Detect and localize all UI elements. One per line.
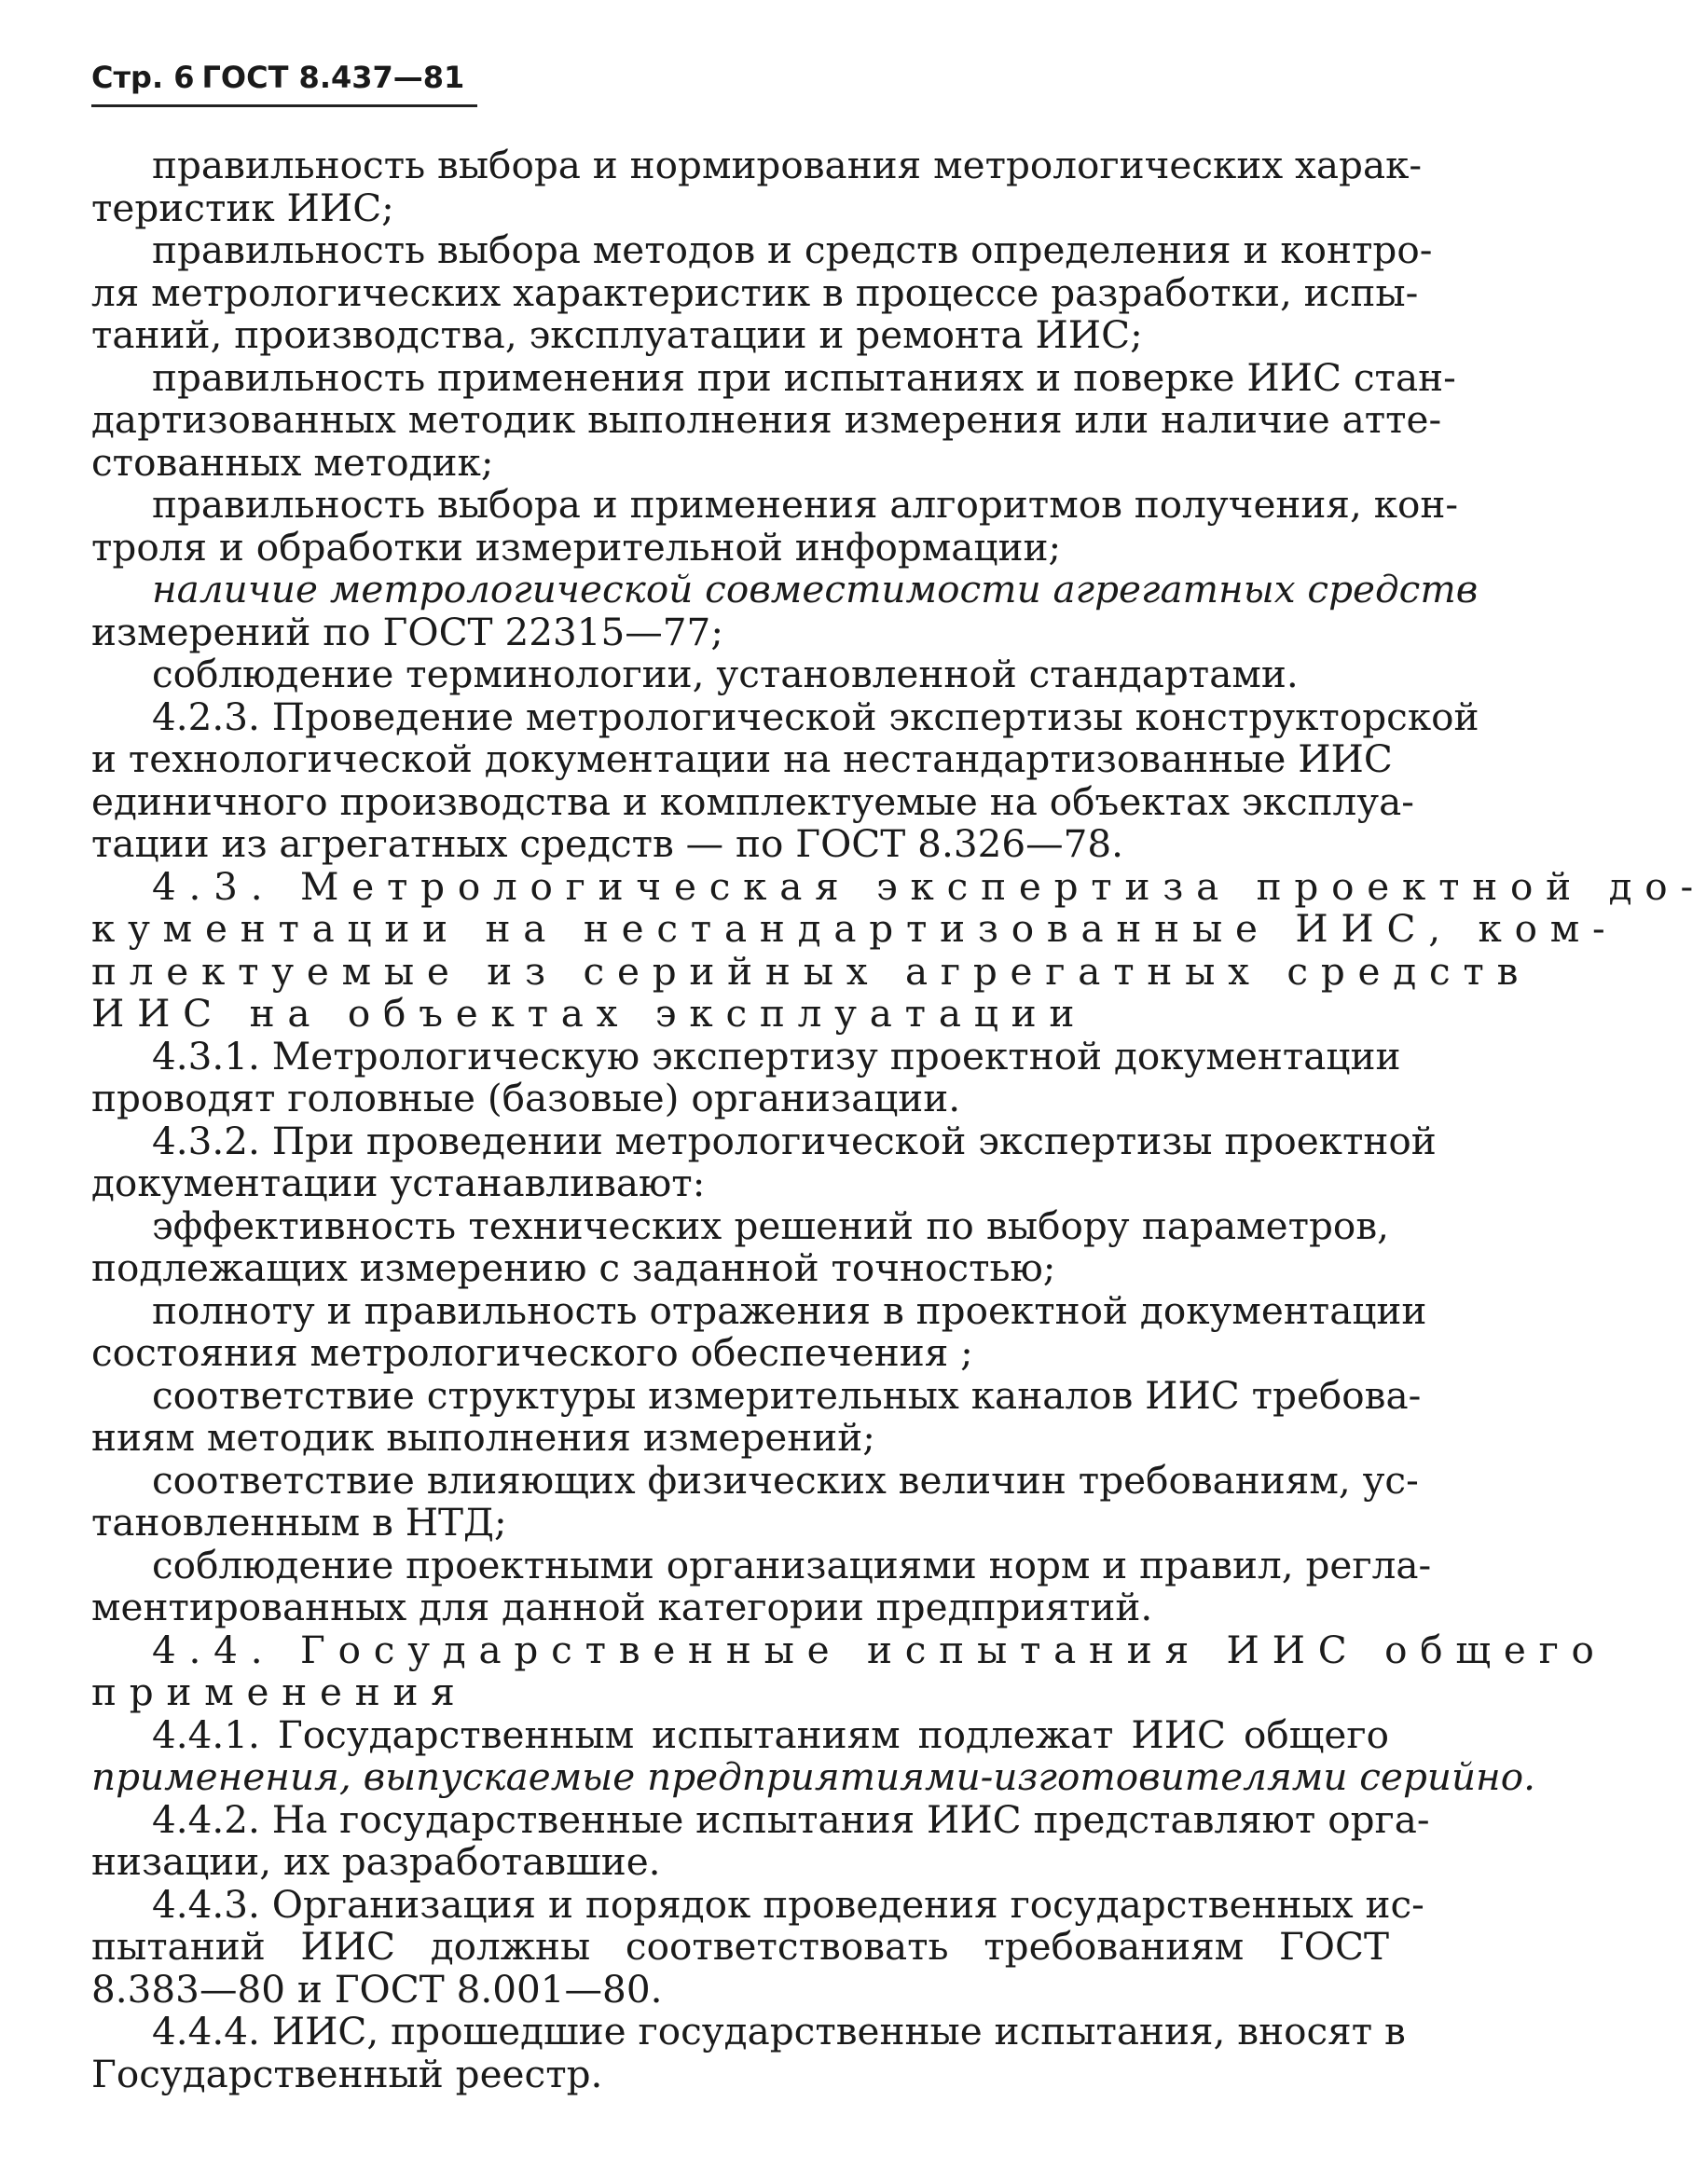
- text-line: применения, выпускаемые предприятиями-изготовителями серийно.: [91, 1754, 1535, 1799]
- text-line: кументации на нестандартизованные ИИС, ком-: [91, 906, 1618, 951]
- text-line: соблюдение проектными организациями норм и правил, регла-: [152, 1543, 1432, 1587]
- text-line: применения: [91, 1669, 468, 1714]
- text-line: таний, производства, эксплуатации и ремонта ИИС;: [91, 312, 1143, 357]
- text-line: теристик ИИС;: [91, 185, 394, 230]
- text-line: 4.4.4. ИИС, прошедшие государственные испытания, вносят в: [152, 2009, 1406, 2054]
- text-line: соответствие структуры измерительных каналов ИИС требова-: [152, 1373, 1422, 1418]
- text-line: пытаний ИИС должны соответствовать требованиям ГОСТ: [91, 1924, 1389, 1969]
- text-line: 4.4.3. Организация и порядок проведения государственных ис-: [152, 1882, 1424, 1927]
- text-line: правильность выбора и нормирования метрологических харак-: [152, 143, 1423, 187]
- text-line: состояния метрологического обеспечения ;: [91, 1330, 973, 1375]
- text-line: 4.4.1. Государственным испытаниям подлежат ИИС общего: [152, 1712, 1389, 1757]
- text-line: 4.2.3. Проведение метрологической экспертизы конструкторской: [152, 694, 1479, 739]
- text-line: эффективность технических решений по выбору параметров,: [152, 1203, 1389, 1248]
- text-line: 4.4. Государственные испытания ИИС общего: [152, 1628, 1607, 1672]
- text-line: тации из агрегатных средств — по ГОСТ 8.326—78.: [91, 821, 1124, 866]
- text-line: 4.4.2. На государственные испытания ИИС представляют орга-: [152, 1797, 1430, 1842]
- text-line: 4.3.1. Метрологическую экспертизу проектной документации: [152, 1034, 1401, 1078]
- text-line: измерений по ГОСТ 22315—77;: [91, 610, 723, 654]
- text-line: тановленным в НТД;: [91, 1500, 507, 1545]
- text-line: стованных методик;: [91, 440, 494, 485]
- text-line: 4.3.2. При проведении метрологической экспертизы проектной: [152, 1119, 1437, 1163]
- text-line: единичного производства и комплектуемые на объектах эксплуа-: [91, 779, 1414, 824]
- text-line: и технологической документации на нестандартизованные ИИС: [91, 736, 1393, 781]
- text-line: ментированных для данной категории предприятий.: [91, 1585, 1153, 1629]
- header-rule: [91, 104, 477, 107]
- text-line: 8.383—80 и ГОСТ 8.001—80.: [91, 1967, 663, 2012]
- text-line: плектуемые из серийных агрегатных средств: [91, 949, 1532, 994]
- text-line: 4.3. Метрологическая экспертиза проектной до-: [152, 864, 1706, 909]
- text-line: наличие метрологической совместимости агрегатных средств: [152, 567, 1479, 611]
- text-line: ниям методик выполнения измерений;: [91, 1415, 875, 1460]
- text-line: правильность выбора и применения алгоритмов получения, кон-: [152, 482, 1459, 527]
- text-line: правильность выбора методов и средств определения и контро-: [152, 227, 1433, 272]
- text-line: низации, их разработавшие.: [91, 1839, 661, 1884]
- text-line: ля метрологических характеристик в процессе разработки, испы-: [91, 270, 1419, 315]
- text-line: дартизованных методик выполнения измерения или наличие атте-: [91, 397, 1442, 442]
- text-line: проводят головные (базовые) организации.: [91, 1076, 961, 1120]
- text-line: ИИС на объектах эксплуатации: [91, 991, 1088, 1036]
- text-line: правильность применения при испытаниях и поверке ИИС стан-: [152, 355, 1456, 400]
- text-line: документации устанавливают:: [91, 1161, 706, 1205]
- text-line: Государственный реестр.: [91, 2052, 603, 2096]
- text-line: троля и обработки измерительной информации;: [91, 525, 1062, 570]
- text-line: полноту и правильность отражения в проектной документации: [152, 1288, 1427, 1333]
- text-line: соблюдение терминологии, установленной стандартами.: [152, 652, 1299, 696]
- page-header: [91, 60, 464, 95]
- text-line: подлежащих измерению с заданной точностью;: [91, 1245, 1056, 1290]
- page-number: Стр. 6: [91, 60, 195, 95]
- standard-number: ГОСТ 8.437—81: [201, 60, 465, 95]
- text-line: соответствие влияющих физических величин требованиям, ус-: [152, 1458, 1419, 1503]
